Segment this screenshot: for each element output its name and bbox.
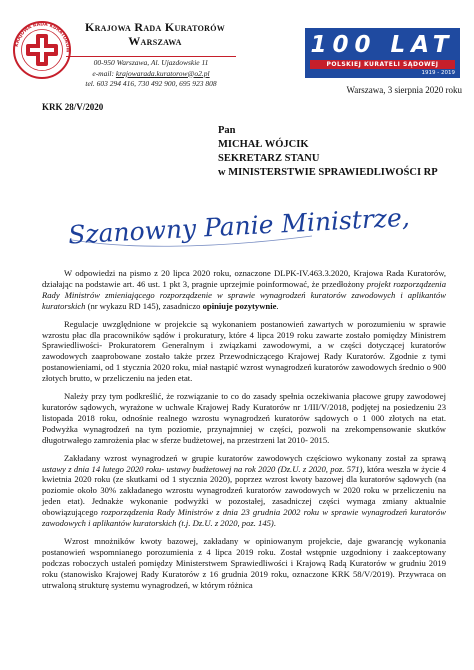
p1-project-title: projekt rozporządzenia Rady Ministrów zmieniającego rozporządzenie w sprawie wynagrodzeń kuratorów zawodowych i aplikantów kuratorskich	[42, 278, 446, 311]
org-phone: tel. 603 294 416, 730 492 900, 695 923 808	[85, 79, 217, 88]
paragraph-4	[42, 453, 446, 529]
banner-subtitle: POLSKIEJ KURATELI SĄDOWEJ	[326, 61, 439, 68]
addressee-line3: SEKRETARZ STANU	[218, 153, 320, 164]
org-address: 00-950 Warszawa, Al. Ujazdowskie 11	[93, 58, 209, 67]
org-email-link[interactable]: krajowarada.kuratorow@o2.pl	[115, 68, 210, 78]
paragraph-1	[42, 268, 446, 312]
handwritten-salutation	[62, 196, 411, 258]
letter-body	[42, 268, 446, 597]
banner-title: 100 LAT	[310, 32, 455, 58]
p1-opinion: opiniuje pozytywnie	[202, 300, 277, 311]
banner-years: 1919 - 2019	[421, 70, 455, 76]
header-divider	[66, 56, 236, 57]
p4-text-e: .	[273, 518, 276, 529]
p1-text-a: W odpowiedzi na pismo z 20 lipca 2020 roku, oznaczone DLPK-IV.463.3.2020, Krajowa Rada Kuratorów, działając na podstawie art. 46 ust. 1 pkt 3, pragnie uprzejmie poinformować, że przedłożony	[42, 268, 446, 289]
addressee-line4: w MINISTERSTWIE SPRAWIEDLIWOŚCI RP	[218, 167, 438, 178]
org-name-line1: Krajowa Rada Kuratorów	[84, 20, 226, 34]
p4-text-c: , która weszła w życie 4 kwietnia 2020 roku (ze skutkami od 1 stycznia 2020), poprzez wzrost kwoty bazowej dla kuratorów sądowych (na poziomie około 30% zakładanego wzrostu wynagrodzeń kuratorów zawodowych w 2020 roku w przeliczeniu na jeden etat). Jednakże wykonanie podwyżki w pozostałej, zasadniczej części wymaga zmiany aktualnie obowiązującego	[42, 463, 446, 518]
p4-text-a: Zakładany wzrost wynagrodzeń w grupie kuratorów zawodowych częściowo wykonany został za sprawą	[64, 452, 446, 463]
org-email-line	[66, 69, 236, 80]
centenary-banner	[305, 28, 460, 78]
addressee-block	[218, 124, 468, 180]
reference-number: KRK 28/V/2020	[42, 102, 104, 112]
org-name	[80, 20, 230, 48]
p4-budget-act: ustawy z dnia 14 lutego 2020 roku- ustawy budżetowej na rok 2020 (Dz.U. z 2020, poz. 571)	[42, 463, 363, 474]
krk-logo-icon	[12, 20, 72, 80]
org-name-line2: Warszawa	[128, 34, 182, 48]
salutation-text: Szanowny Panie Ministrze,	[67, 202, 411, 250]
letter-date: Warszawa, 3 sierpnia 2020 roku	[346, 85, 462, 95]
addressee-line2: MICHAŁ WÓJCIK	[218, 139, 309, 150]
p1-text-e: .	[276, 300, 279, 311]
paragraph-2: Regulacje uwzględnione w projekcie są wykonaniem postanowień zawartych w porozumieniu w sprawie wzrostu płac dla pracowników sądów i prokuratury, które 4 lipca 2019 roku zawarte zostało pomiędzy Ministrem Sprawiedliwości- Prokuratorem Generalnym i związkami zawodowymi, a w części dotyczącej kuratorów zawodowych zaaprobowane zostało także przez Przewodniczącego Krajowej Rady Kuratorów. Zgodnie z tymi postanowieniami, od 1 stycznia 2020 roku, miał nastąpić wzrost wynagrodzeń kuratorów zawodowych średnio o 900 złotych brutto, w przeliczeniu na jeden etat.	[42, 318, 446, 384]
p4-regulation: rozporządzenia Rady Ministrów z dnia 23 grudnia 2002 roku w sprawie wynagrodzeń kuratorów zawodowych i aplikantów kuratorskich (t.j. Dz.U. z 2020, poz. 145)	[42, 507, 447, 529]
p1-text-c: (nr wykazu RD 145), zasadniczo	[85, 300, 203, 311]
paragraph-5: Wzrost mnożników kwoty bazowej, zakładany w opiniowanym projekcie, daje gwarancję wykonania postanowień wspomnianego porozumienia z 4 lipca 2019 roku. Został wstępnie uzgodniony i zaakceptowany podczas roboczych ustaleń pomiędzy Ministerstwem Sprawiedliwości i Krajową Radą Kuratorów w grudniu 2019 roku (stanowisko Krajowej Rady Kuratorów z 16 grudnia 2019 roku, oznaczone KRK 58/V/2019). Przywraca on utrwaloną strukturę systemu wynagrodzeń, w którym różnica	[42, 535, 446, 590]
org-email-prefix: e-mail:	[92, 68, 116, 78]
paragraph-3: Należy przy tym podkreślić, że rozwiązanie to co do zasady spełnia oczekiwania płacowe grupy zawodowej kuratorów sądowych, wyrażone w uchwale Krajowej Rady Kuratorów nr 1/III/V/2018, podjętej na posiedzeniu 23 listopada 2018 roku, odnośnie realnego wzrostu wynagrodzeń kuratorów sądowych o 1 000 złotych na etat. Podwyżka wynagrodzeń na tym poziomie, przynajmniej w części, pozwoli na zrekompensowanie skutków długotrwałego zamrożenia płac w sferze budżetowej, na przestrzeni lat 2010- 2015.	[42, 391, 446, 445]
logo-ring-text: KRAJOWA RADA KURATORÓW	[14, 22, 70, 53]
addressee-line1: Pan	[218, 125, 236, 136]
org-address-block	[66, 58, 236, 90]
